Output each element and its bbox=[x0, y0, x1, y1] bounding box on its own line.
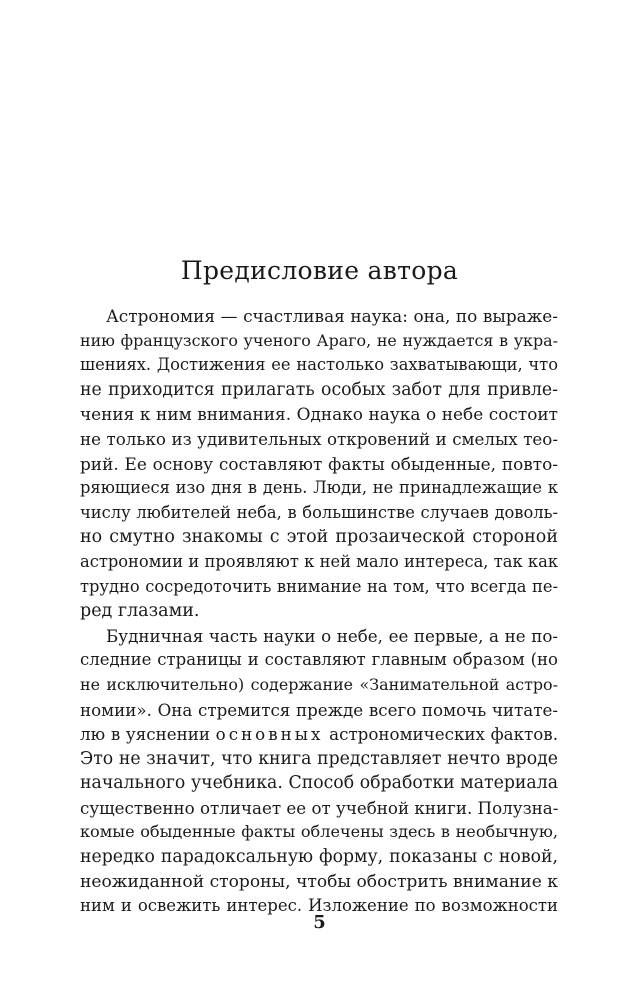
chapter-title: Предисловие автора bbox=[180, 256, 459, 285]
text-line: ряющиеся изо дня в день. Люди, не принадлежащие к bbox=[80, 478, 558, 498]
spaced-emphasis: основных bbox=[215, 724, 324, 745]
text-line: существенно отличает ее от учебной книги. Полузна- bbox=[80, 797, 559, 818]
text-line: ред глазами. bbox=[80, 601, 200, 622]
page-number: 5 bbox=[313, 912, 326, 933]
text-line: не приходится прилагать особых забот для привле- bbox=[80, 379, 558, 400]
text-line: Это не значит, что книга представляет нечто вроде bbox=[80, 748, 558, 769]
text-line: Будничная часть науки о небе, ее первые, а не по- bbox=[106, 625, 558, 646]
text-line: начального учебника. Способ обработки материала bbox=[80, 773, 558, 794]
text-line: не только из удивительных откровений и смелых тео- bbox=[80, 428, 558, 449]
text-line: следние страницы и составляют главным образом (но bbox=[80, 650, 558, 670]
text-line: ним и освежить интерес. Изложение по возможности bbox=[80, 896, 558, 916]
text-line: Астрономия — счастливая наука: она, по выраже- bbox=[106, 306, 558, 326]
text-fragment: астрономических фактов. bbox=[329, 724, 559, 745]
text-line: но смутно знакомы с этой прозаической стороной bbox=[80, 527, 558, 548]
text-line: астрономии и проявляют к ней мало интереса, так как bbox=[80, 551, 558, 571]
text-fragment: лю в уяснении bbox=[80, 724, 210, 745]
text-line: числу любителей неба, в большинстве случаев доволь- bbox=[80, 502, 558, 522]
text-line bbox=[80, 722, 558, 747]
body-text bbox=[80, 304, 558, 919]
text-line: чения к ним внимания. Однако наука о небе состоит bbox=[80, 404, 558, 425]
text-line: трудно сосредоточить внимание на том, что всегда пе- bbox=[80, 576, 558, 596]
text-line: не исключительно) содержание «Занимательной астро- bbox=[80, 674, 558, 694]
text-line: неожиданной стороны, чтобы обострить внимание к bbox=[80, 871, 558, 892]
text-line: нередко парадоксальную форму, показаны с новой, bbox=[80, 847, 558, 868]
text-line: нию французского ученого Араго, не нуждается в укра- bbox=[80, 330, 558, 350]
text-line: комые обыденные факты облечены здесь в необычную, bbox=[80, 822, 558, 842]
paragraph bbox=[80, 624, 558, 919]
text-line: рий. Ее основу составляют факты обыденные, повто- bbox=[80, 453, 558, 474]
paragraph bbox=[80, 304, 558, 624]
text-line: шениях. Достижения ее настолько захватывающи, что bbox=[80, 355, 558, 375]
text-line: номии». Она стремится прежде всего помочь читате- bbox=[80, 699, 558, 720]
